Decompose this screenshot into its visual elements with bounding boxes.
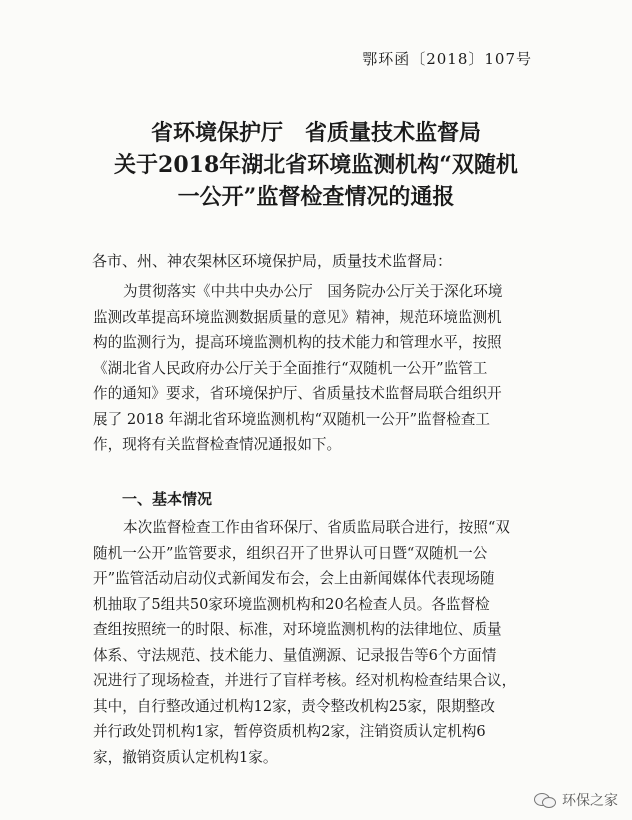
text-line: 作的通知》要求，省环境保护厅、省质量技术监督局联合组织开 (93, 385, 502, 402)
watermark (534, 790, 618, 810)
text-line: 并行政处罚机构1家，暂停资质机构2家，注销资质认定机构6 (93, 723, 486, 740)
text-line: 开”监管活动启动仪式新闻发布会，会上由新闻媒体代表现场随 (93, 570, 495, 587)
text-line: 况进行了现场检查，并进行了盲样考核。经对机构检查结果合议， (93, 672, 517, 689)
text-line: 《湖北省人民政府办公厅关于全面推行“双随机一公开”监管工 (93, 359, 488, 377)
paragraph-basic-info (93, 515, 573, 770)
salutation: 各市、州、神农架林区环境保护局，质量技术监督局： (92, 252, 453, 270)
section-heading-basic-info: 一、基本情况 (122, 490, 213, 508)
text-line: 机抽取了5组共50家环境监测机构和20名检查人员。各监督检 (93, 595, 490, 613)
text-line: 体系、守法规范、技术能力、量值溯源、记录报告等6个方面情 (93, 646, 497, 664)
text-line: 随机一公开”监管要求，组织召开了世界认可日暨“双随机一公 (93, 544, 488, 562)
watermark-text: 环保之家 (562, 793, 618, 809)
text-line: 展了 2018 年湖北省环境监测机构“双随机一公开”监督检查工 (93, 410, 490, 428)
title-line: 关于2018年湖北省环境监测机构“双随机 (114, 152, 518, 178)
text-line: 查组按照统一的时限、标准，对环境监测机构的法律地位、质量 (93, 621, 502, 638)
text-line: 作，现将有关监督检查情况通报如下。 (93, 436, 342, 453)
document-number: 鄂环函〔2018〕107号 (362, 50, 532, 68)
text-line: 为贯彻落实《中共中央办公厅 国务院办公厅关于深化环境 (123, 283, 503, 300)
text-line: 其中，自行整改通过机构12家，责令整改机构25家，限期整改 (93, 697, 495, 715)
wechat-icon (534, 791, 556, 809)
title-line: 省环境保护厅 省质量技术监督局 (150, 120, 481, 146)
text-line: 本次监督检查工作由省环保厅、省质监局联合进行，按照“双 (123, 519, 510, 536)
title-line: 一公开”监督检查情况的通报 (177, 184, 455, 210)
paragraph-intro (93, 279, 573, 458)
text-line: 构的监测行为，提高环境监测机构的技术能力和管理水平，按照 (93, 334, 502, 351)
text-line: 家，撤销资质认定机构1家。 (93, 748, 278, 766)
document-title (0, 117, 632, 213)
text-line: 监测改革提高环境监测数据质量的意见》精神，规范环境监测机 (93, 308, 502, 326)
